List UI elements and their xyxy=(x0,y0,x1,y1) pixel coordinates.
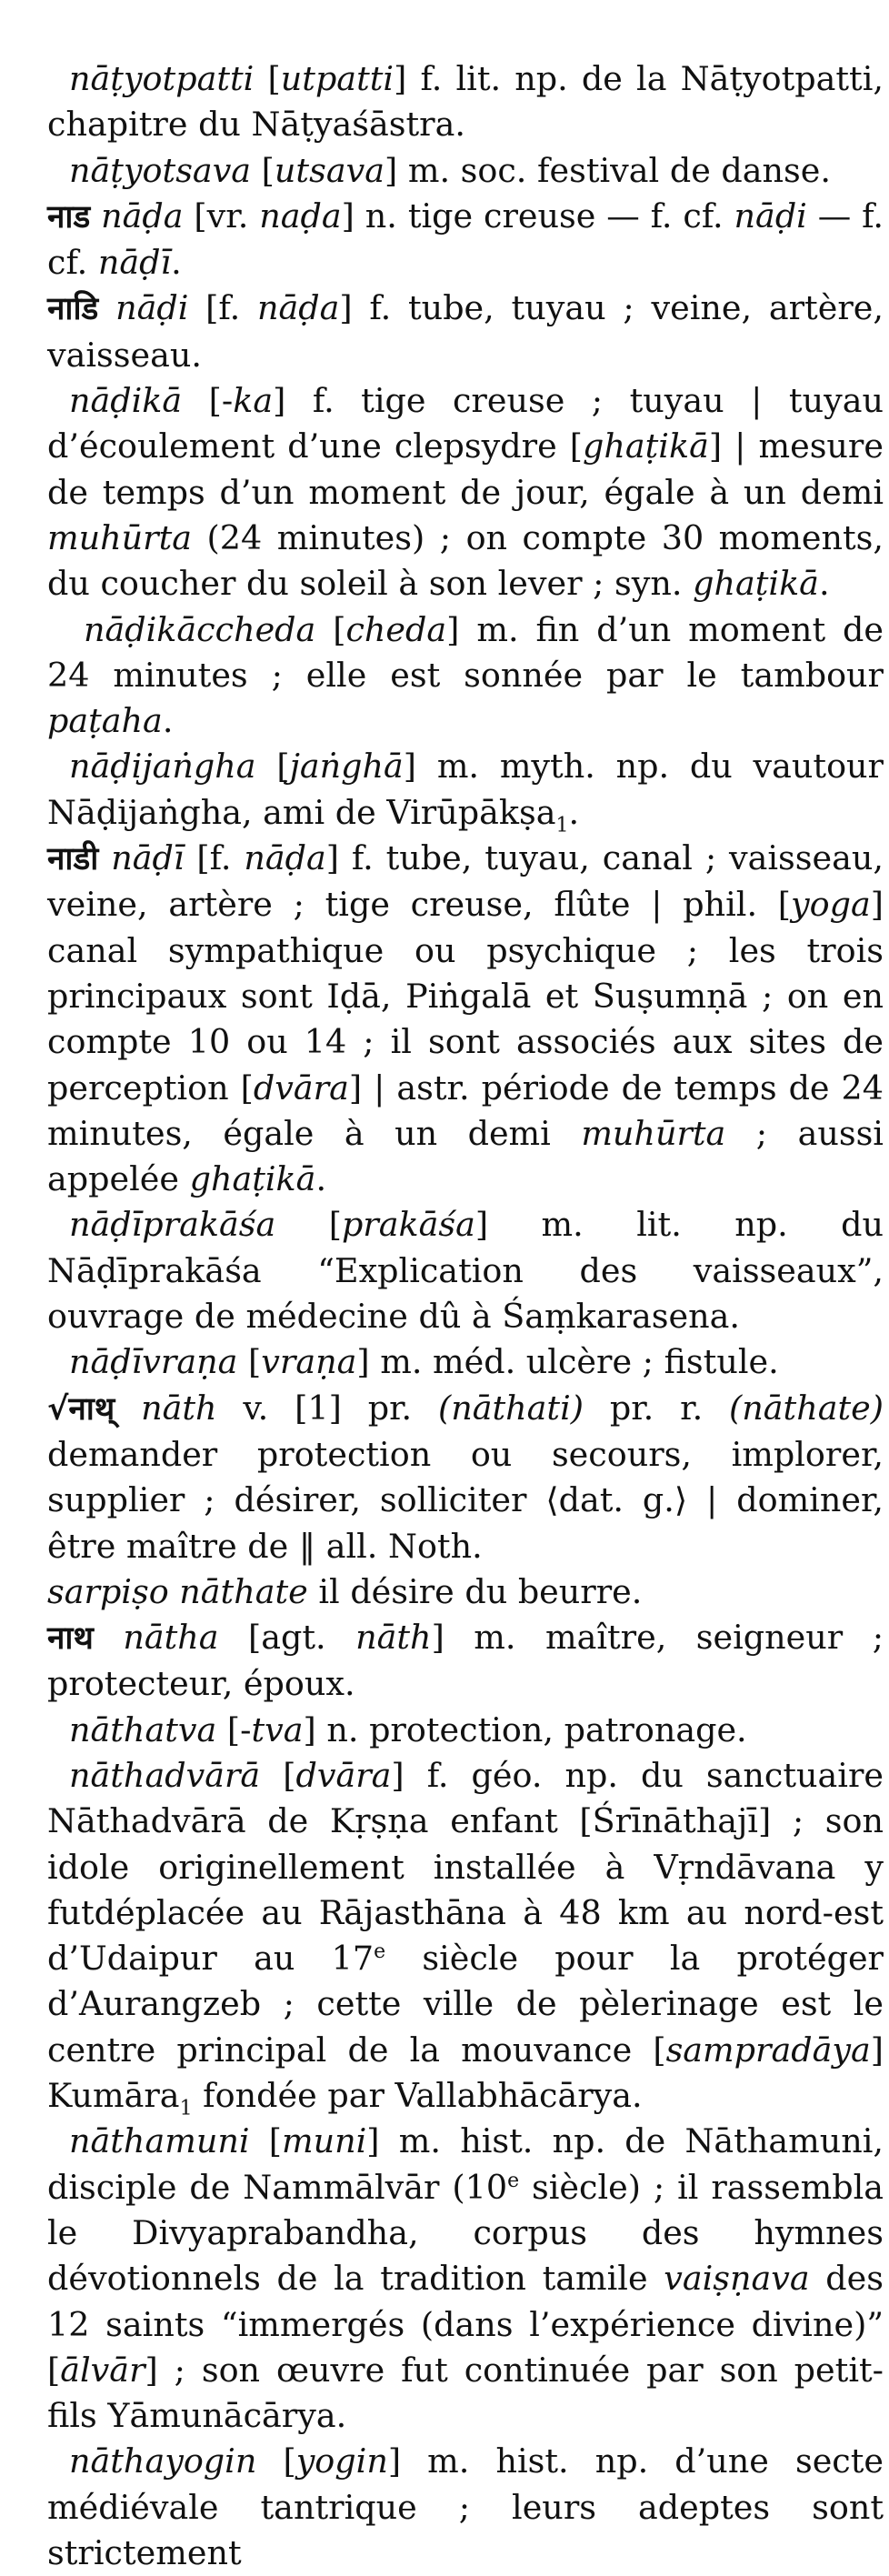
entry-natyotsava: nāṭyotsava [utsava] m. soc. festival de danse. xyxy=(69,150,831,190)
entry-nathamuni: nāthamuni [muni] m. hist. np. de Nāthamuni, disciple de Nammālvār (10e siècle) ; il rassembla le Divyaprabandha, corpus des hymnes dévotionnels de la tradition tamile vaiṣṇava des 12 saints “immergés (dans l’expérience divine)” [ālvār] ; son œuvre fut continuée par son petit-fils Yāmunācārya. xyxy=(47,2121,884,2436)
devanagari-headword: नाथ xyxy=(47,1620,94,1658)
headword: nāḍīprakāśa xyxy=(69,1205,276,1245)
devanagari-root-headword: √नाथ् xyxy=(47,1390,115,1428)
entry-natha: नाथ nātha [agt. nāth] m. maître, seigneur ; protecteur, époux. xyxy=(47,1618,884,1704)
entry-natyotpatti: nāṭyotpatti [utpatti] f. lit. np. de la Nāṭyotpatti, chapitre du Nāṭyaśāstra. xyxy=(47,59,884,145)
headword: nāḍa xyxy=(101,195,184,236)
headword: nāthayogin xyxy=(69,2441,257,2481)
headword: nāth xyxy=(141,1388,217,1428)
entry-example-sarpiso: sarpiṣo nāthate il désire du beurre. xyxy=(47,1571,643,1611)
headword: nāthadvārā xyxy=(69,1755,261,1795)
headword: nāḍī xyxy=(111,838,185,878)
entry-nathatva: nāthatva [-tva] n. protection, patronage. xyxy=(69,1709,747,1749)
devanagari-headword: नाड xyxy=(47,198,91,236)
headword: nāḍikāccheda xyxy=(84,609,316,649)
entry-nadi-long: नाडी nāḍī [f. nāḍa] f. tube, tuyau, canal ; vaisseau, veine, artère ; tige creuse, flûte | phil. [yoga] canal sympathique ou psychique ; les trois principaux sont Iḍā, Piṅgalā et Suṣumṇā ; on en compte 10 ou 14 ; il sont associés aux sites de perception [dvāra] | astr. période de temps de 24 minutes, égale à un demi muhūrta ; aussi appelée ghaṭikā. xyxy=(47,838,884,1199)
entry-nadikaccheda: nāḍikāccheda [cheda] m. fin d’un moment de 24 minutes ; elle est sonnée par le tambour paṭaha. xyxy=(47,609,884,741)
entry-nadi: नाडि nāḍi [f. nāḍa] f. tube, tuyau ; veine, artère, vaisseau. xyxy=(47,288,884,375)
headword: nāḍikā xyxy=(69,381,183,421)
example-phrase: sarpiṣo nāthate xyxy=(47,1571,308,1611)
entry-nath-root: √नाथ् nāth v. [1] pr. (nāthati) pr. r. (nāthate) demander protection ou secours, implorer, supplier ; désirer, solliciter ⟨dat. g.⟩ | dominer, être maître de ‖ all. Noth. xyxy=(47,1388,884,1566)
headword: nāthatva xyxy=(69,1709,217,1749)
entry-nadijangha: nāḍijaṅgha [jaṅghā] m. myth. np. du vautour Nāḍijaṅgha, ami de Virūpākṣa$_1$. xyxy=(47,747,884,837)
headword: nāḍīvraṇa xyxy=(69,1342,238,1382)
entry-nadika: nāḍikā [-ka] f. tige creuse ; tuyau | tuyau d’écoulement d’une clepsydre [ghaṭikā] | mesure de temps d’un moment de jour, égale à un demi muhūrta (24 minutes) ; on compte 30 moments, du coucher du soleil à son lever ; syn. ghaṭikā. xyxy=(47,381,884,604)
headword: nāṭyotpatti xyxy=(69,59,255,98)
headword: nāḍijaṅgha xyxy=(69,747,256,787)
headword: nāḍi xyxy=(115,288,189,328)
entry-nathadvara: nāthadvārā [dvāra] f. géo. np. du sanctuaire Nāthadvārā de Kṛṣṇa enfant [Śrīnāthajī] ; son idole originellement installée à Vṛndāvana y futdéplacée au Rājasthāna à 48 km au nord-est d’Udaipur au 17e siècle pour la protéger d’Aurangzeb ; cette ville de pèlerinage est le centre principal de la mouvance [sampradāya] Kumāra$_1$ fondée par Vallabhācārya. xyxy=(47,1755,884,2120)
entry-nada: नाड nāḍa [vr. naḍa] n. tige creuse — f. cf. nāḍi — f. cf. nāḍī. xyxy=(47,195,884,283)
devanagari-headword: नाडि xyxy=(47,291,99,328)
entry-nathayogin: nāthayogin [yogin] m. hist. np. d’une secte médiévale tantrique ; leurs adeptes sont strictement xyxy=(47,2441,884,2573)
entry-nadivrana: nāḍīvraṇa [vraṇa] m. méd. ulcère ; fistule. xyxy=(69,1342,779,1382)
devanagari-headword: नाडी xyxy=(47,841,99,878)
headword: nātha xyxy=(123,1618,219,1658)
headword: nāṭyotsava xyxy=(69,150,252,190)
headword: nāthamuni xyxy=(69,2121,250,2161)
entry-nadiprakasa: nāḍīprakāśa [prakāśa] m. lit. np. du Nāḍīprakāśa “Explication des vaisseaux”, ouvrage de médecine dû à Śaṃkarasena. xyxy=(47,1205,884,1337)
